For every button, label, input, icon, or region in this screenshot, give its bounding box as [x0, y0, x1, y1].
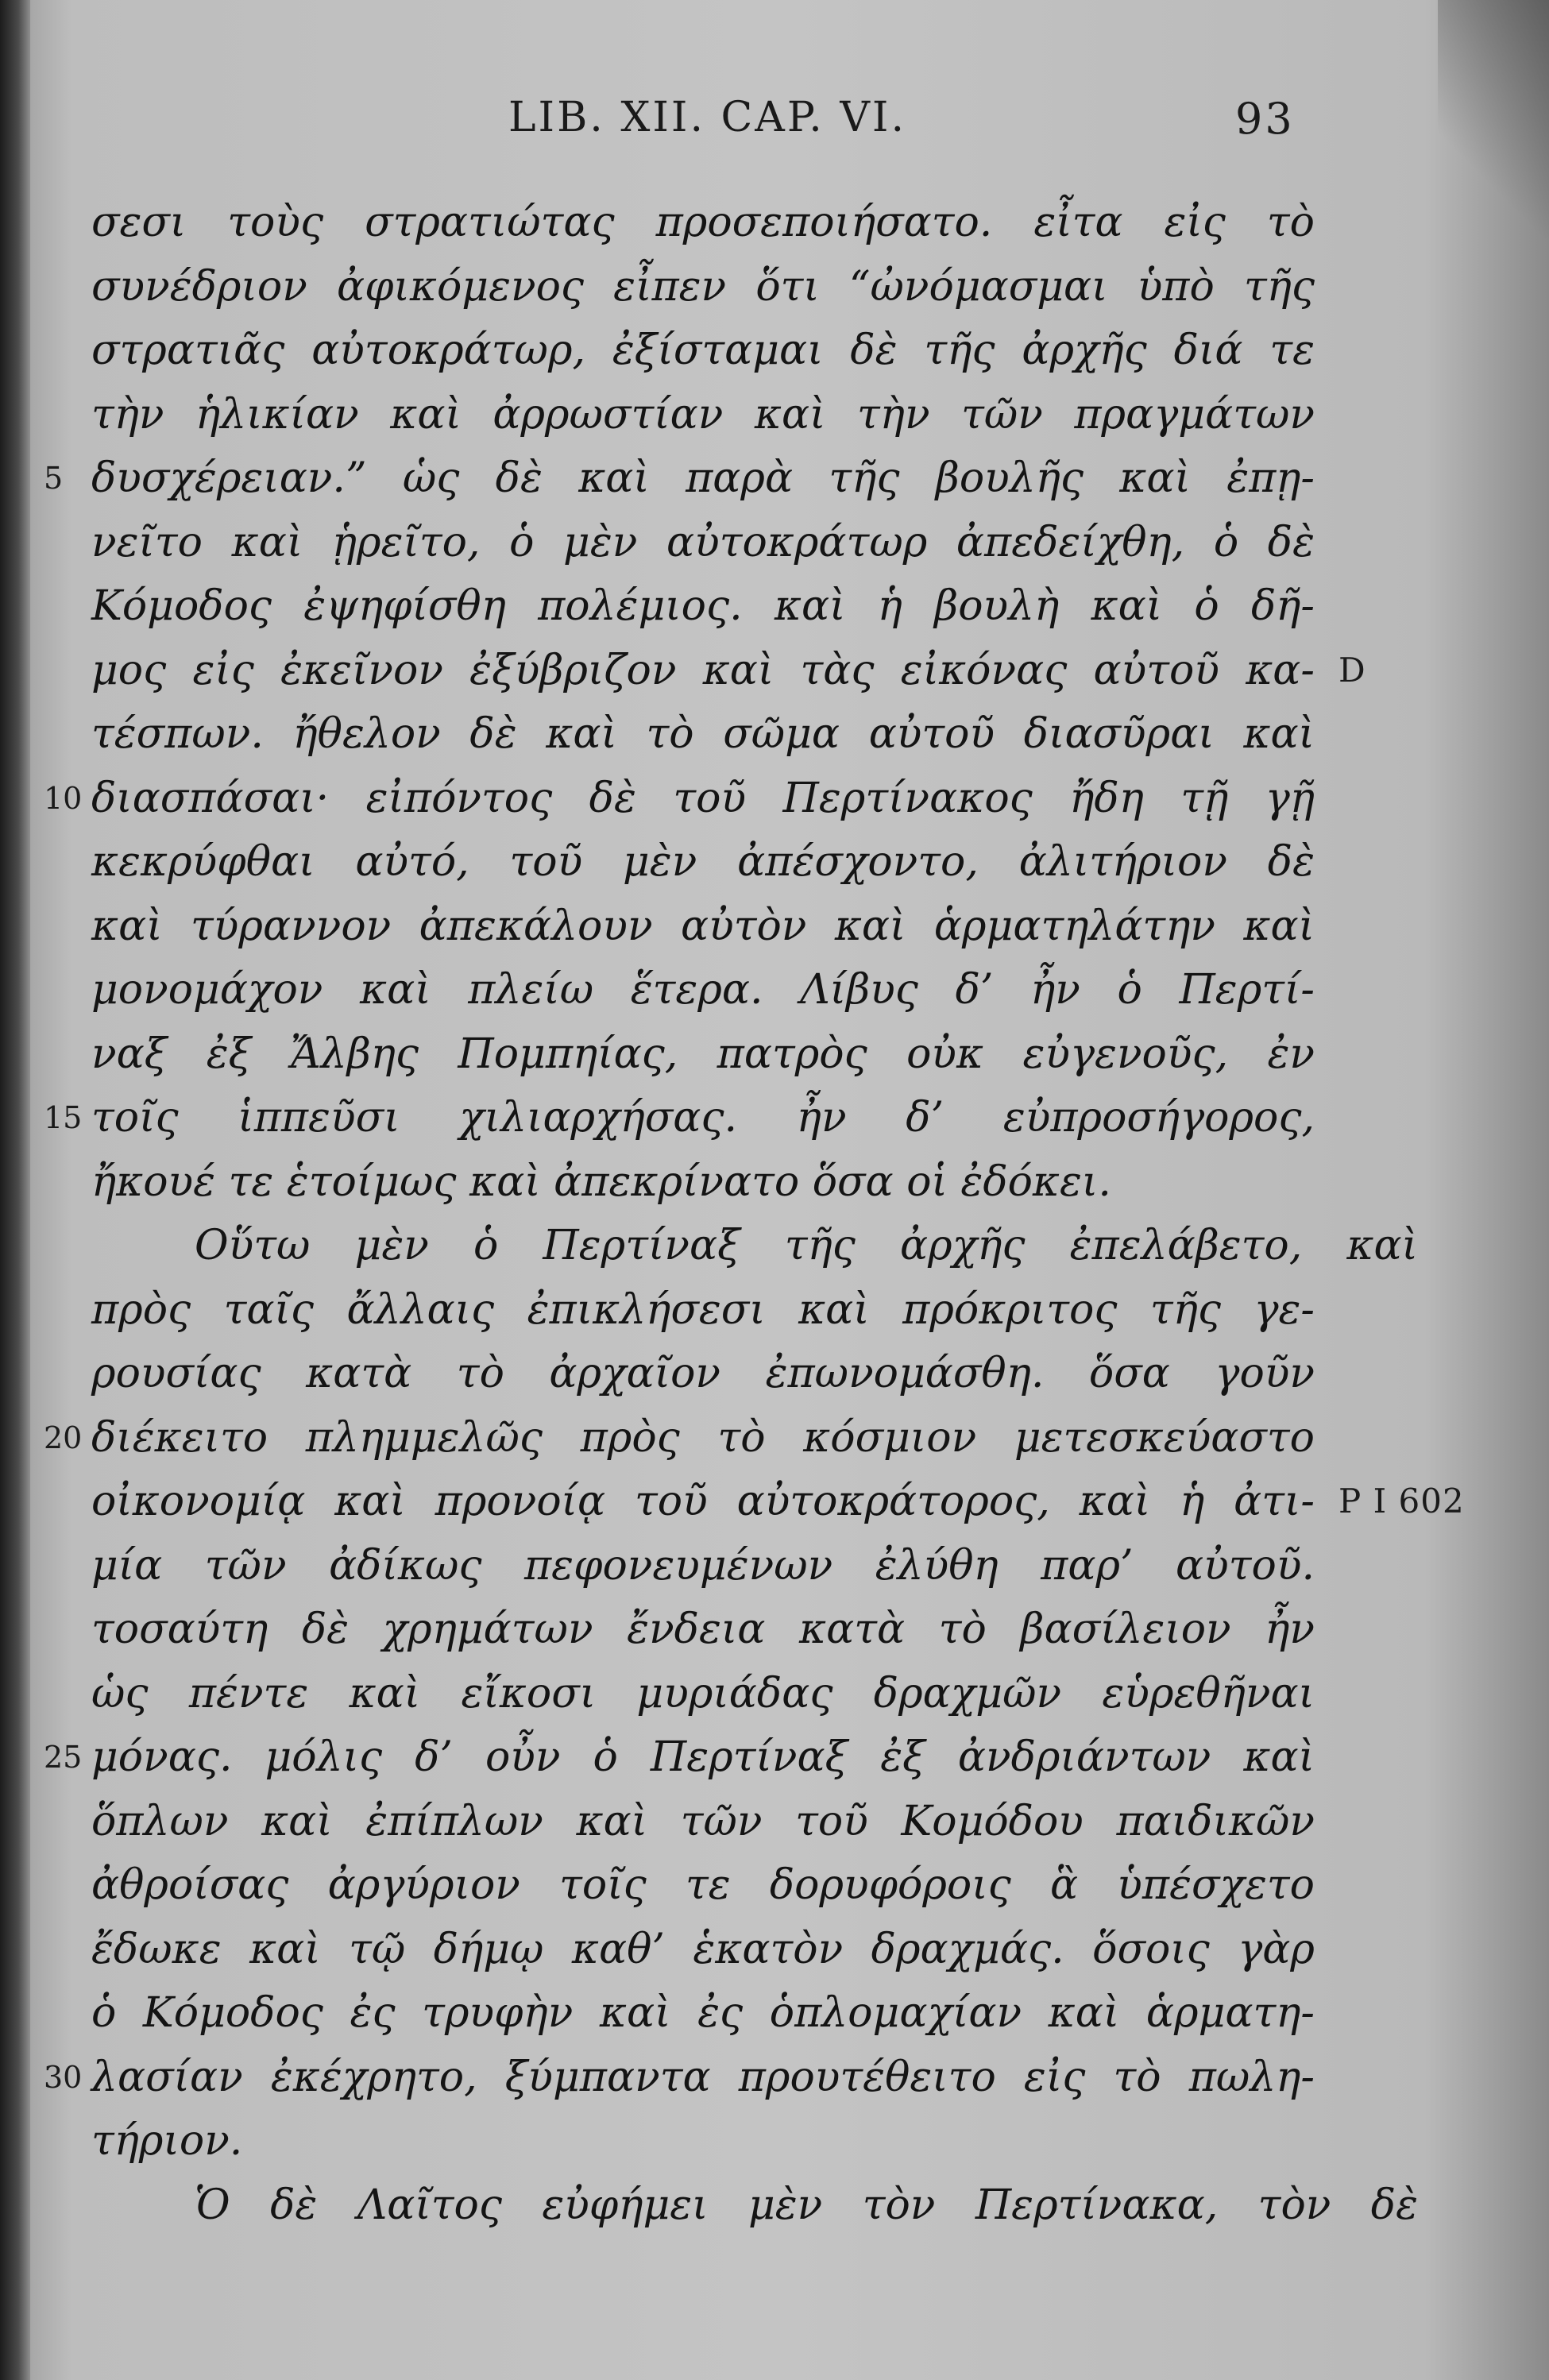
line-text: ὅπλων καὶ ἐπίπλων καὶ τῶν τοῦ Κομόδου παιδικῶν	[91, 1797, 1315, 1845]
line-text: μία τῶν ἀδίκως πεφονευμένων ἐλύθη παρ’ αὐτοῦ.	[91, 1541, 1315, 1590]
text-line	[91, 1981, 1315, 2046]
text-line	[44, 446, 1315, 511]
text-line	[91, 1470, 1465, 1534]
text-line	[91, 1534, 1315, 1598]
line-text: ὁ Κόμοδος ἐς τρυφὴν καὶ ἐς ὁπλομαχίαν καὶ ἁρματη-	[91, 1989, 1315, 2037]
margin-reference: D	[1338, 650, 1366, 690]
line-text: ἤκουέ τε ἑτοίμως καὶ ἀπεκρίνατο ὅσα οἱ ἐδόκει.	[91, 1157, 1111, 1206]
text-line	[91, 1278, 1315, 1343]
text-line	[91, 1150, 1315, 1215]
line-text: τοῖς ἱππεῦσι χιλιαρχήσας. ἦν δ’ εὐπροσήγορος,	[91, 1094, 1315, 1142]
line-text: συνέδριον ἀφικόμενος εἶπεν ὅτι “ὠνόμασμαι ὑπὸ τῆς	[91, 262, 1315, 311]
line-number: 20	[44, 1420, 83, 1455]
line-text: Κόμοδος ἐψηφίσθη πολέμιος. καὶ ἡ βουλὴ καὶ ὁ δῆ-	[91, 582, 1315, 630]
text-line	[91, 639, 1366, 703]
text-line	[91, 191, 1315, 255]
text-line	[91, 255, 1315, 319]
text-line	[91, 1342, 1315, 1406]
text-line	[91, 511, 1315, 575]
line-text: νεῖτο καὶ ᾑρεῖτο, ὁ μὲν αὐτοκράτωρ ἀπεδείχθη, ὁ δὲ	[91, 518, 1315, 566]
text-line	[91, 1022, 1315, 1087]
line-text: κεκρύφθαι αὐτό, τοῦ μὲν ἀπέσχοντο, ἀλιτήριον δὲ	[91, 838, 1315, 886]
text-line	[91, 702, 1315, 767]
text-line	[91, 319, 1315, 383]
text-block	[44, 191, 1465, 2237]
line-text: καὶ τύραννον ἀπεκάλουν αὐτὸν καὶ ἁρματηλάτην καὶ	[91, 902, 1315, 950]
line-number: 30	[44, 2059, 83, 2095]
line-text: οἰκονομίᾳ καὶ προνοίᾳ τοῦ αὐτοκράτορος, καὶ ἡ ἀτι-	[91, 1478, 1315, 1525]
line-text: Οὕτω μὲν ὁ Περτίναξ τῆς ἀρχῆς ἐπελάβετο, καὶ	[195, 1222, 1418, 1269]
text-line	[91, 958, 1315, 1022]
text-line	[91, 2109, 1315, 2173]
text-line	[91, 894, 1315, 959]
text-line	[44, 767, 1315, 831]
line-text: ὡς πέντε καὶ εἴκοσι μυριάδας δραχμῶν εὑρεθῆναι	[91, 1669, 1315, 1717]
line-text: πρὸς ταῖς ἄλλαις ἐπικλήσεσι καὶ πρόκριτος τῆς γε-	[91, 1285, 1315, 1334]
line-text: Ὁ δὲ Λαῖτος εὐφήμει μὲν τὸν Περτίνακα, τὸν δὲ	[195, 2181, 1418, 2229]
margin-reference: P I 602	[1338, 1482, 1465, 1520]
text-line	[91, 1853, 1315, 1918]
text-line	[91, 1662, 1315, 1726]
text-line	[91, 2173, 1418, 2238]
line-text: στρατιᾶς αὐτοκράτωρ, ἐξίσταμαι δὲ τῆς ἀρχῆς διά τε	[91, 326, 1315, 374]
text-line	[44, 2046, 1315, 2110]
line-text: τήριον.	[91, 2117, 243, 2165]
line-number: 5	[44, 461, 64, 496]
line-text: ἀθροίσας ἀργύριον τοῖς τε δορυφόροις ἃ ὑπέσχετο	[91, 1861, 1315, 1909]
text-line	[44, 1725, 1315, 1790]
line-text: μος εἰς ἐκεῖνον ἐξύβριζον καὶ τὰς εἰκόνας αὐτοῦ κα-	[91, 646, 1315, 694]
page-number: 93	[1235, 94, 1295, 144]
text-line	[91, 1790, 1315, 1854]
text-line	[91, 1598, 1315, 1662]
text-line	[91, 1214, 1418, 1278]
line-text: διέκειτο πλημμελῶς πρὸς τὸ κόσμιον μετεσκεύαστο	[91, 1413, 1315, 1462]
line-text: ναξ ἐξ Ἄλβης Πομπηίας, πατρὸς οὐκ εὐγενοῦς, ἐν	[91, 1030, 1315, 1078]
line-text: μονομάχον καὶ πλείω ἕτερα. Λίβυς δ’ ἦν ὁ Περτί-	[91, 966, 1315, 1014]
text-line	[44, 1406, 1315, 1470]
line-text: τέσπων. ἤθελον δὲ καὶ τὸ σῶμα αὐτοῦ διασῦραι καὶ	[91, 710, 1315, 758]
line-text: ρουσίας κατὰ τὸ ἀρχαῖον ἐπωνομάσθη. ὅσα γοῦν	[91, 1350, 1315, 1397]
line-number: 25	[44, 1740, 83, 1775]
line-text: τὴν ἡλικίαν καὶ ἀρρωστίαν καὶ τὴν τῶν πραγμάτων	[91, 390, 1315, 439]
running-head: LIB. XII. CAP. VI.	[508, 94, 906, 141]
text-line	[44, 1086, 1315, 1150]
line-text: σεσι τοὺς στρατιώτας προσεποιήσατο. εἶτα εἰς τὸ	[91, 199, 1315, 246]
text-line	[91, 1918, 1315, 1982]
line-text: δυσχέρειαν.” ὡς δὲ καὶ παρὰ τῆς βουλῆς καὶ ἐπῃ-	[91, 454, 1315, 502]
book-binding-edge	[0, 0, 30, 2380]
text-line	[91, 830, 1315, 894]
line-number: 15	[44, 1100, 83, 1135]
line-text: μόνας. μόλις δ’ οὖν ὁ Περτίναξ ἐξ ἀνδριάντων καὶ	[91, 1733, 1315, 1781]
line-number: 10	[44, 780, 83, 816]
line-text: τοσαύτη δὲ χρημάτων ἔνδεια κατὰ τὸ βασίλειον ἦν	[91, 1605, 1315, 1653]
line-text: διασπάσαι· εἰπόντος δὲ τοῦ Περτίνακος ἤδη τῇ γῇ	[91, 774, 1315, 822]
page-shadow	[1438, 0, 1549, 238]
line-text: ἔδωκε καὶ τῷ δήμῳ καθ’ ἑκατὸν δραχμάς. ὅσοις γὰρ	[91, 1925, 1315, 1973]
text-line	[91, 574, 1315, 639]
line-text: λασίαν ἐκέχρητο, ξύμπαντα προυτέθειτο εἰς τὸ πωλη-	[91, 2053, 1315, 2101]
text-line	[91, 383, 1315, 447]
